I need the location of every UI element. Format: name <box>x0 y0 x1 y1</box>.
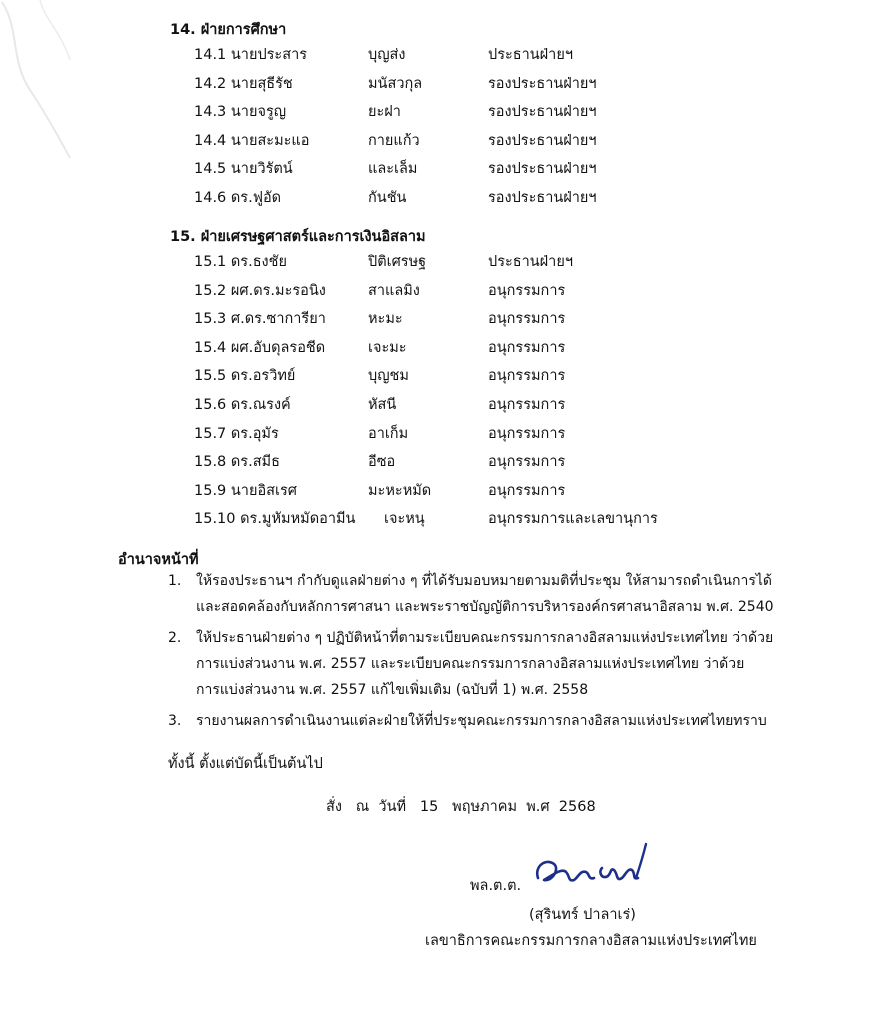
effective-statement: ทั้งนี้ ตั้งแต่บัดนี้เป็นต้นไป <box>168 756 323 772</box>
member-name: 15.4 ผศ.อับดุลรอชีด <box>194 339 326 356</box>
signatory-position: เลขาธิการคณะกรรมการกลางอิสลามแห่งประเทศไทย <box>425 933 757 949</box>
handwritten-signature <box>528 842 654 896</box>
member-surname: เจะหนุ <box>384 511 425 528</box>
member-surname: และเล็ม <box>368 161 418 178</box>
member-role: ประธานฝ่ายฯ <box>488 47 573 63</box>
member-role: อนุกรรมการ <box>488 311 566 328</box>
member-role: รองประธานฝ่ายฯ <box>488 161 597 178</box>
member-surname: มนัสวกุล <box>368 75 423 92</box>
member-role: รองประธานฝ่ายฯ <box>488 132 597 149</box>
member-role: รองประธานฝ่ายฯ <box>488 104 597 121</box>
member-role: อนุกรรมการและเลขานุการ <box>488 511 658 528</box>
order-date: สั่ง ณ วันที่ 15 พฤษภาคม พ.ศ 2568 <box>326 799 596 815</box>
member-role: อนุกรรมการ <box>488 368 566 385</box>
duty-number: 2. <box>168 630 182 646</box>
member-name: 15.6 ดร.ณรงค์ <box>194 396 291 413</box>
duty-line: การแบ่งส่วนงาน พ.ศ. 2557 แก้ไขเพิ่มเติม (ฉบับที่ 1) พ.ศ. 2558 <box>196 682 589 698</box>
member-role: ประธานฝ่ายฯ <box>488 254 573 270</box>
member-surname: เจะมะ <box>368 339 407 356</box>
duty-item <box>168 625 818 703</box>
member-name: 14.4 นายสะมะแอ <box>194 132 310 149</box>
member-name: 15.9 นายอิสเรศ <box>194 482 297 499</box>
member-role: อนุกรรมการ <box>488 282 566 299</box>
member-surname: บุญชม <box>368 368 409 385</box>
duty-line: การแบ่งส่วนงาน พ.ศ. 2557 และระเบียบคณะกรรมการกลางอิสลามแห่งประเทศไทย ว่าด้วย <box>196 656 745 672</box>
member-role: อนุกรรมการ <box>488 454 566 471</box>
member-role: อนุกรรมการ <box>488 482 566 499</box>
member-surname: สาแลมิง <box>368 282 420 299</box>
duty-line: และสอดคล้องกับหลักการศาสนา และพระราชบัญญัติการบริหารองค์กรศาสนาอิสลาม พ.ศ. 2540 <box>196 599 774 615</box>
duties-list <box>168 568 818 739</box>
duty-number: 1. <box>168 573 182 589</box>
member-role: รองประธานฝ่ายฯ <box>488 75 597 92</box>
member-name: 14.5 นายวิรัตน์ <box>194 161 293 178</box>
member-surname: มะหะหมัด <box>368 482 432 499</box>
duties-heading: อำนาจหน้าที่ <box>118 552 199 568</box>
member-name: 15.7 ดร.อุมัร <box>194 425 279 442</box>
duty-item <box>168 708 818 734</box>
signatory-name: (สุรินทร์ ปาลาเร่) <box>529 907 636 923</box>
member-name: 15.10 ดร.มูหัมหมัดอามีน <box>194 511 356 528</box>
member-role: รองประธานฝ่ายฯ <box>488 189 597 206</box>
section-15-heading: 15. ฝ่ายเศรษฐศาสตร์และการเงินอิสลาม <box>170 229 426 245</box>
member-surname: กันชัน <box>368 189 407 206</box>
member-surname: อีซอ <box>368 454 396 471</box>
member-surname: หะมะ <box>368 311 403 328</box>
member-name: 14.6 ดร.ฟูอัด <box>194 189 282 206</box>
duty-item <box>168 568 818 620</box>
signatory-rank: พล.ต.ต. <box>470 878 522 894</box>
section-14-heading: 14. ฝ่ายการศึกษา <box>170 22 287 38</box>
duty-number: 3. <box>168 713 182 729</box>
member-surname: กายแก้ว <box>368 132 420 149</box>
member-name: 15.8 ดร.สมีธ <box>194 454 280 471</box>
member-role: อนุกรรมการ <box>488 425 566 442</box>
duty-line: ให้ประธานฝ่ายต่าง ๆ ปฏิบัติหน้าที่ตามระเบียบคณะกรรมการกลางอิสลามแห่งประเทศไทย ว่าด้วย <box>196 630 774 646</box>
member-name: 14.3 นายจรูญ <box>194 104 287 121</box>
paper-crease-mark <box>0 0 90 160</box>
member-name: 15.5 ดร.อรวิทย์ <box>194 368 296 385</box>
member-role: อนุกรรมการ <box>488 339 566 356</box>
member-name: 15.1 ดร.ธงชัย <box>194 254 287 270</box>
member-surname: ปิติเศรษฐ <box>368 254 427 270</box>
member-surname: ยะฝา <box>368 104 401 121</box>
member-surname: หัสนี <box>368 396 397 413</box>
member-name: 15.2 ผศ.ดร.มะรอนิง <box>194 282 326 299</box>
member-name: 14.2 นายสุธีรัช <box>194 75 293 92</box>
member-name: 14.1 นายประสาร <box>194 47 308 63</box>
member-surname: บุญส่ง <box>368 47 406 63</box>
duty-line: ให้รองประธานฯ กำกับดูแลฝ่ายต่าง ๆ ที่ได้รับมอบหมายตามมติที่ประชุม ให้สามารถดำเนินการได้ <box>196 573 772 589</box>
member-name: 15.3 ศ.ดร.ซาการียา <box>194 311 326 328</box>
duty-line: รายงานผลการดำเนินงานแต่ละฝ่ายให้ที่ประชุมคณะกรรมการกลางอิสลามแห่งประเทศไทยทราบ <box>196 713 767 729</box>
member-role: อนุกรรมการ <box>488 396 566 413</box>
member-surname: อาเก็ม <box>368 425 409 442</box>
